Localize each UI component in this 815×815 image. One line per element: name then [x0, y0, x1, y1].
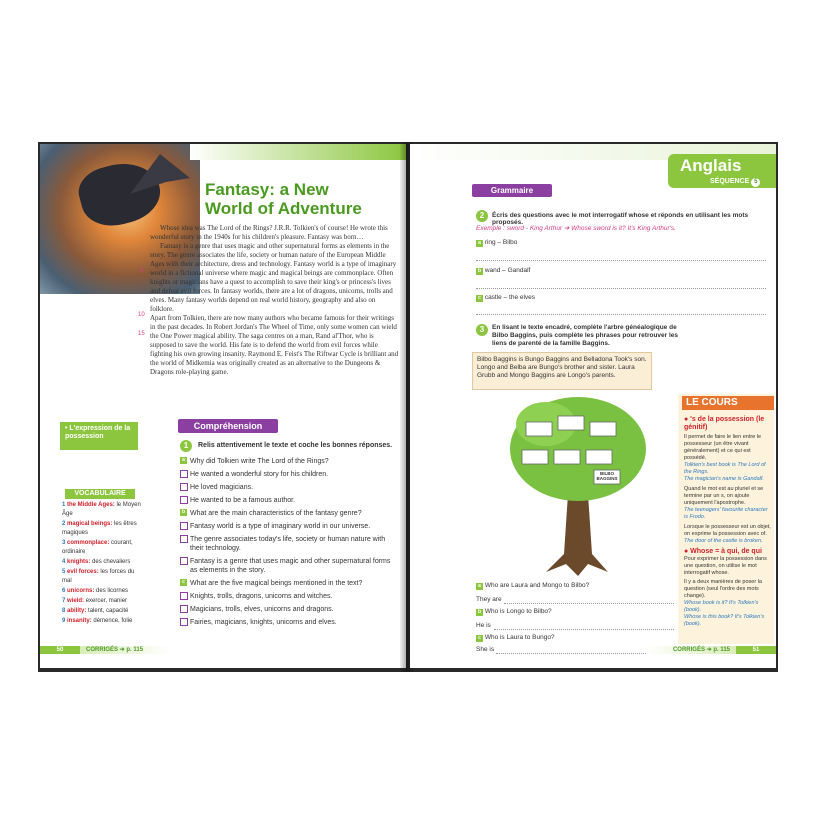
- answer-line[interactable]: [476, 260, 766, 261]
- tree-name-box: [526, 422, 552, 436]
- checkbox: [180, 535, 188, 543]
- letter-badge: b: [477, 609, 482, 615]
- vocab-item: 4 knights: des chevaliers: [62, 559, 131, 565]
- lesson-example: The door of the castle is broken.: [684, 538, 763, 544]
- answer-option[interactable]: He wanted to be a famous author.: [180, 496, 395, 505]
- lesson-example: The teenagers' favourite character is Frodo.: [684, 507, 768, 520]
- header-band: [190, 144, 406, 160]
- line-number: 5: [140, 268, 144, 274]
- checkbox: [180, 483, 188, 491]
- letter-badge: c: [476, 295, 483, 302]
- answer-option[interactable]: He wanted a wonderful story for his children.: [180, 470, 395, 479]
- vocabulary-list: [62, 501, 144, 627]
- answer-line[interactable]: [494, 629, 674, 630]
- title-line-1: Fantasy: a New: [205, 180, 329, 199]
- vocab-item: 7 wield: exercer, manier: [62, 598, 128, 604]
- answer-prompt: He is: [476, 622, 491, 629]
- answer-option[interactable]: Fairies, magicians, knights, unicorns and elves.: [180, 618, 395, 627]
- vocabulary-tag: VOCABULAIRE: [65, 489, 135, 499]
- corriges-link: CORRIGÉS ➔ p. 115: [672, 647, 730, 653]
- article-title: [205, 180, 395, 218]
- letter-badge: a: [476, 583, 483, 590]
- answer-line[interactable]: [476, 288, 766, 289]
- grammar-tag: Grammaire: [472, 184, 552, 197]
- question: b What are the main characteristics of the fantasy genre?: [181, 509, 362, 517]
- lesson-example: Whose is this book? It's Tolkien's (book).: [684, 614, 765, 627]
- tree-bilbo-label: BILBO BAGGINS: [596, 471, 618, 481]
- checkbox: [180, 557, 188, 565]
- exercise-item: b wand – Gandalf: [477, 267, 531, 274]
- exercise-instruction: Relis attentivement le texte et coche les bonnes réponses.: [198, 442, 393, 449]
- comprehension-questions: [180, 457, 395, 631]
- lesson-example: Whose book is it? It's Tolkien's (book).: [684, 600, 759, 613]
- corriges-link: CORRIGÉS ➔ p. 115: [86, 647, 144, 653]
- family-tree-illustration: [506, 394, 651, 579]
- exercise-instruction: Écris des questions avec le mot interrogatif whose et réponds en utilisant les mots proposés.: [492, 212, 749, 226]
- vocab-item: 2 magical beings: les êtres magiques: [62, 521, 137, 536]
- exercise-item: a Who are Laura and Mongo to Bilbo?: [476, 582, 589, 590]
- exercise-item: c Who is Laura to Bungo?: [476, 634, 555, 642]
- article-paragraph: Fantasy is a genre that uses magic and other supernatural forms as elements in the story. The genre associates the life, society or human nature of the European Middle Ages with their architecture, dress and technology. Fantasy world is a type of imaginary world in a fictional universe where magic and magical beings are commonplace. Often knights or magicians have a quest to accomplish to save their king's or princess's lives and defeat evil forces. In fantasy worlds, there are a lot of dragons, unicorns, trolls and elves. Many fantasy worlds depend on real world history, geography and also on folklore.: [150, 242, 397, 313]
- tree-trunk: [546, 494, 608, 576]
- vocab-item: 8 ability: talent, capacité: [62, 608, 129, 614]
- answer-line[interactable]: [504, 603, 674, 604]
- footer-band: [80, 646, 170, 654]
- letter-badge: b: [477, 268, 482, 274]
- tree-name-box: [590, 422, 616, 436]
- vocab-item: 1 the Middle Ages: le Moyen Âge: [62, 502, 141, 517]
- page-number: 50: [56, 647, 64, 653]
- sequence-label: SÉQUENCE 5: [710, 178, 760, 187]
- exercise-item: a ring – Bilbo: [476, 239, 517, 247]
- letter-badge: a: [180, 457, 187, 464]
- page-number-badge: [736, 646, 776, 654]
- line-number: 15: [138, 331, 145, 337]
- lesson-text: Pour exprimer la possession dans une question, on utilise le mot interrogatif whose.: [684, 556, 767, 576]
- exercise-item: b Who is Longo to Bilbo?: [477, 608, 552, 615]
- exercise-number: 3: [476, 324, 488, 336]
- right-page: [410, 144, 776, 668]
- left-page: [40, 144, 406, 668]
- answer-line[interactable]: [476, 314, 766, 315]
- letter-badge: c: [180, 579, 187, 586]
- article-body: [150, 224, 400, 377]
- lesson-heading: ● 's de la possession (le génitif): [684, 416, 765, 431]
- line-number: 10: [138, 312, 145, 318]
- exercise-number: 1: [180, 440, 192, 452]
- title-line-2: World of Adventure: [205, 199, 362, 218]
- checkbox: [180, 605, 188, 613]
- vocab-item: 6 unicorns: des licornes: [62, 588, 129, 594]
- letter-badge: a: [476, 240, 483, 247]
- open-book: [38, 142, 778, 672]
- checkbox: [180, 618, 188, 626]
- page-number: 51: [752, 647, 760, 653]
- checkbox: [180, 592, 188, 600]
- vocab-item: 3 commonplace: courant, ordinaire: [62, 540, 133, 555]
- lesson-heading: ● Whose = à qui, de qui: [684, 548, 762, 555]
- answer-option[interactable]: Magicians, trolls, elves, unicorns and dragons.: [180, 605, 395, 614]
- lesson-text: Il y a deux manières de poser la question (seul l'ordre des mots change).: [684, 579, 762, 599]
- comprehension-tag: Compréhension: [178, 419, 278, 433]
- lesson-example: Tolkien's best book is The Lord of the Rings.: [684, 462, 766, 475]
- tree-name-box: [558, 416, 584, 430]
- sequence-number: 5: [751, 178, 760, 187]
- exercise-instruction: En lisant le texte encadré, complète l'arbre généalogique de Bilbo Baggins, puis complète les phrases pour retrouver les liens de parenté de la famille Baggins.: [492, 324, 679, 347]
- lesson-text: Il permet de faire le lien entre le possesseur (un être vivant généralement) et ce qui est possédé.: [684, 434, 762, 461]
- expression-label: • L'expression de la possession: [60, 422, 138, 450]
- checkbox: [180, 496, 188, 504]
- answer-option[interactable]: Knights, trolls, dragons, unicorns and witches.: [180, 592, 395, 601]
- vocab-item: 9 insanity: démence, folie: [62, 618, 133, 624]
- lesson-text: Lorsque le possesseur est un objet, on exprime la possession avec of.: [684, 524, 771, 537]
- exercise-number: 2: [476, 210, 488, 222]
- subject-title: Anglais: [680, 156, 742, 175]
- footer-band: [646, 646, 736, 654]
- article-paragraph: Apart from Tolkien, there are now many authors who became famous for their writings in the past decades. In Robert Jordan's The Wheel of Time, only some women can wield the One Power magical ability. The saga centres on a man, Rand al'Thor, who is supposed to save the world. His fate is to defend the world from evil forces while fighting his own growing insanity. Raymond E. Feist's The Riftwar Cycle is brilliant and the world of Midkemia was originally created as an alternative to the Dungeons & Dragons role-playing game.: [150, 314, 399, 376]
- answer-option[interactable]: The genre associates today's life, society or human nature with their technology.: [180, 535, 395, 553]
- answer-option[interactable]: Fantasy world is a type of imaginary world in our universe.: [180, 522, 395, 531]
- vocab-item: 5 evil forces: les forces du mal: [62, 569, 135, 584]
- answer-prompt: They are: [476, 596, 502, 603]
- tree-name-box: [522, 450, 548, 464]
- checkbox: [180, 522, 188, 530]
- exercise-example: Exemple : sword - King Arthur ➔ Whose sword is it? It's King Arthur's.: [476, 225, 676, 232]
- answer-option[interactable]: Fantasy is a genre that uses magic and other supernatural forms as elements in the story.: [180, 557, 395, 575]
- letter-badge: c: [476, 635, 483, 642]
- lesson-example: The magician's name is Gandalf.: [684, 476, 764, 482]
- question: c What are the five magical beings mentioned in the text?: [180, 579, 395, 588]
- page-number-badge: [40, 646, 80, 654]
- tree-name-box: [586, 450, 612, 464]
- lesson-text: Quand le mot est au pluriel et se termine par un s, on ajoute uniquement l'apostrophe.: [684, 486, 764, 506]
- lesson-body: [684, 416, 772, 628]
- lesson-tag: LE COURS: [682, 396, 774, 410]
- answer-option[interactable]: He loved magicians.: [180, 483, 395, 492]
- tree-name-box: [554, 450, 580, 464]
- exercise-item: c castle – the elves: [476, 294, 535, 302]
- answer-prompt: She is: [476, 646, 495, 653]
- article-paragraph: Whose idea was The Lord of the Rings? J.R.R. Tolkien's of course! He wrote this wonderful story in the 1940s for his children's pleasure. Fantasy was born…: [150, 224, 388, 241]
- question: a Why did Tolkien write The Lord of the Rings?: [180, 457, 395, 466]
- letter-badge: b: [181, 509, 186, 515]
- family-text-box: Bilbo Baggins is Bungo Baggins and Belladona Took's son. Longo and Belba are Bungo's brother and sister. Laura Grubb and Mongo Baggins are Longo's parents.: [472, 352, 652, 390]
- checkbox: [180, 470, 188, 478]
